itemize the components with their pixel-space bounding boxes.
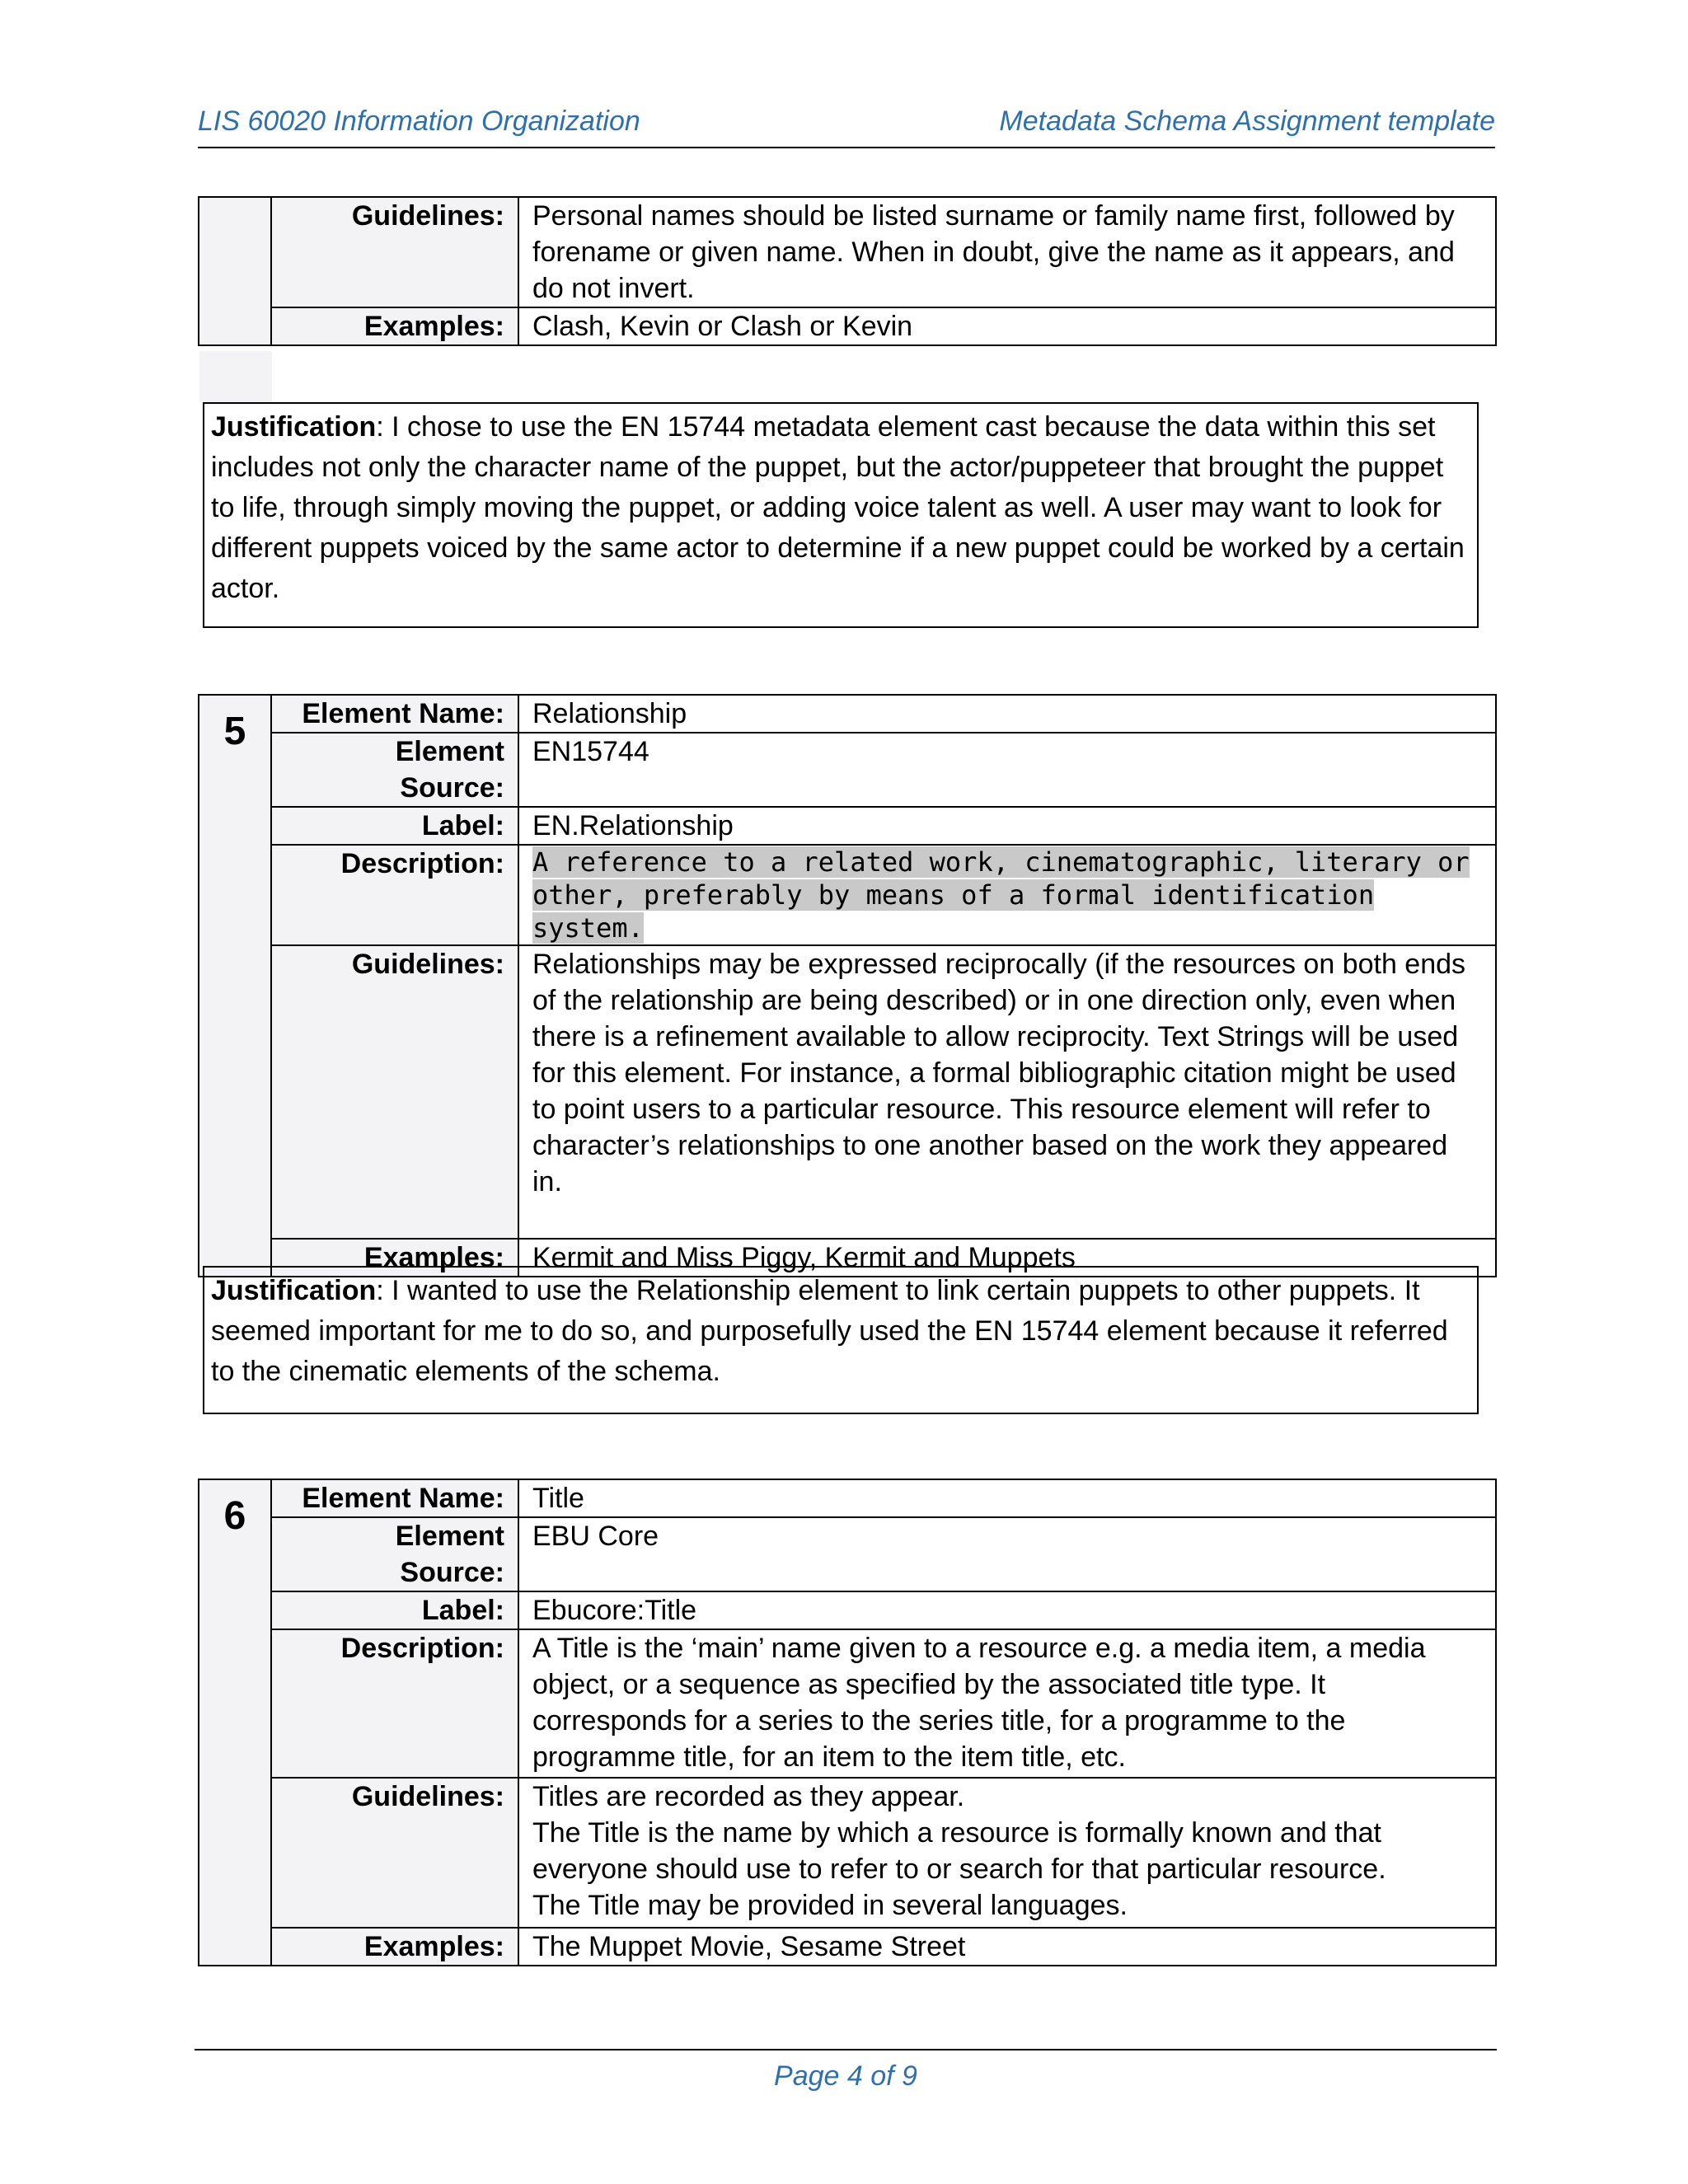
guidelines-value: Personal names should be listed surname or family name first, followed by forename or given name. When in doubt, give the name as it appears, and do not invert. <box>518 197 1496 307</box>
guidelines-line: Titles are recorded as they appear. <box>532 1781 965 1812</box>
guidelines-label: Guidelines: <box>271 197 518 307</box>
examples-label: Examples: <box>271 1239 518 1277</box>
element-number: 5 <box>199 695 271 1277</box>
justification-text: : I wanted to use the Relationship element to link certain puppets to other puppets. It seemed important for me to do so, and purposefully used the EN 15744 element because it referred to the cinematic elements of the schema. <box>211 1275 1448 1387</box>
element-label-value: EN.Relationship <box>518 807 1496 845</box>
justification-box <box>203 402 1479 628</box>
element-label-label: Label: <box>271 1591 518 1629</box>
page-footer <box>195 2049 1497 2093</box>
element-source-label: Element Source: <box>271 1517 518 1591</box>
page-number: Page 4 of 9 <box>774 2060 917 2092</box>
guidelines-value: Relationships may be expressed reciprocally (if the resources on both ends of the relationship are being described) or in one direction only, even when there is a refinement available to allow reciprocity. Text Strings will be used for this element. For instance, a formal bibliographic citation might be used to point users to a particular resource. This resource element will refer to character’s relationships to one another based on the work they appeared in. <box>518 945 1496 1239</box>
element-name-label: Element Name: <box>271 695 518 733</box>
guidelines-line: The Title is the name by which a resource is formally known and that everyone should use to refer to or search for that particular resource. <box>532 1817 1386 1885</box>
element-source-value: EN15744 <box>518 733 1496 807</box>
description-label: Description: <box>271 845 518 945</box>
element-table-6 <box>198 1479 1497 1966</box>
element-source-label: Element Source: <box>271 733 518 807</box>
element-label-value: Ebucore:Title <box>518 1591 1496 1629</box>
header-document-title: Metadata Schema Assignment template <box>999 105 1495 137</box>
examples-value: The Muppet Movie, Sesame Street <box>518 1928 1496 1966</box>
element-name-value: Relationship <box>518 695 1496 733</box>
header-course-title: LIS 60020 Information Organization <box>198 105 640 137</box>
justification-box <box>203 1266 1479 1414</box>
element-label-label: Label: <box>271 807 518 845</box>
guidelines-label: Guidelines: <box>271 1778 518 1928</box>
element-table-5 <box>198 694 1497 1277</box>
description-label: Description: <box>271 1629 518 1778</box>
element-number-cell <box>199 197 271 345</box>
examples-label: Examples: <box>271 307 518 345</box>
examples-value: Clash, Kevin or Clash or Kevin <box>518 307 1496 345</box>
examples-label: Examples: <box>271 1928 518 1966</box>
guidelines-value <box>518 1778 1496 1928</box>
justification-text: : I chose to use the EN 15744 metadata element cast because the data within this set includes not only the character name of the puppet, but the actor/puppeteer that brought the puppet to life, through simply moving the puppet, or adding voice talent as well. A user may want to look for different puppets voiced by the same actor to determine if a new puppet could be worked by a certain actor. <box>211 411 1465 604</box>
guidelines-line: The Title may be provided in several languages. <box>532 1890 1128 1921</box>
element-table-continued <box>198 196 1497 346</box>
guidelines-label: Guidelines: <box>271 945 518 1239</box>
element-source-value: EBU Core <box>518 1517 1496 1591</box>
justification-label: Justification <box>211 411 377 443</box>
justification-label: Justification <box>211 1275 377 1306</box>
element-number: 6 <box>199 1479 271 1966</box>
element-name-value: Title <box>518 1479 1496 1517</box>
examples-value: Kermit and Miss Piggy, Kermit and Muppets <box>518 1239 1496 1277</box>
description-value: A reference to a related work, cinematographic, literary or other, preferably by means of a formal identification system. <box>518 845 1496 945</box>
page-header <box>198 102 1495 148</box>
description-value: A Title is the ‘main’ name given to a resource e.g. a media item, a media object, or a sequence as specified by the associated title type. It corresponds for a series to the series title, for a programme to the programme title, for an item to the item title, etc. <box>518 1629 1496 1778</box>
element-name-label: Element Name: <box>271 1479 518 1517</box>
shaded-margin <box>199 351 272 402</box>
